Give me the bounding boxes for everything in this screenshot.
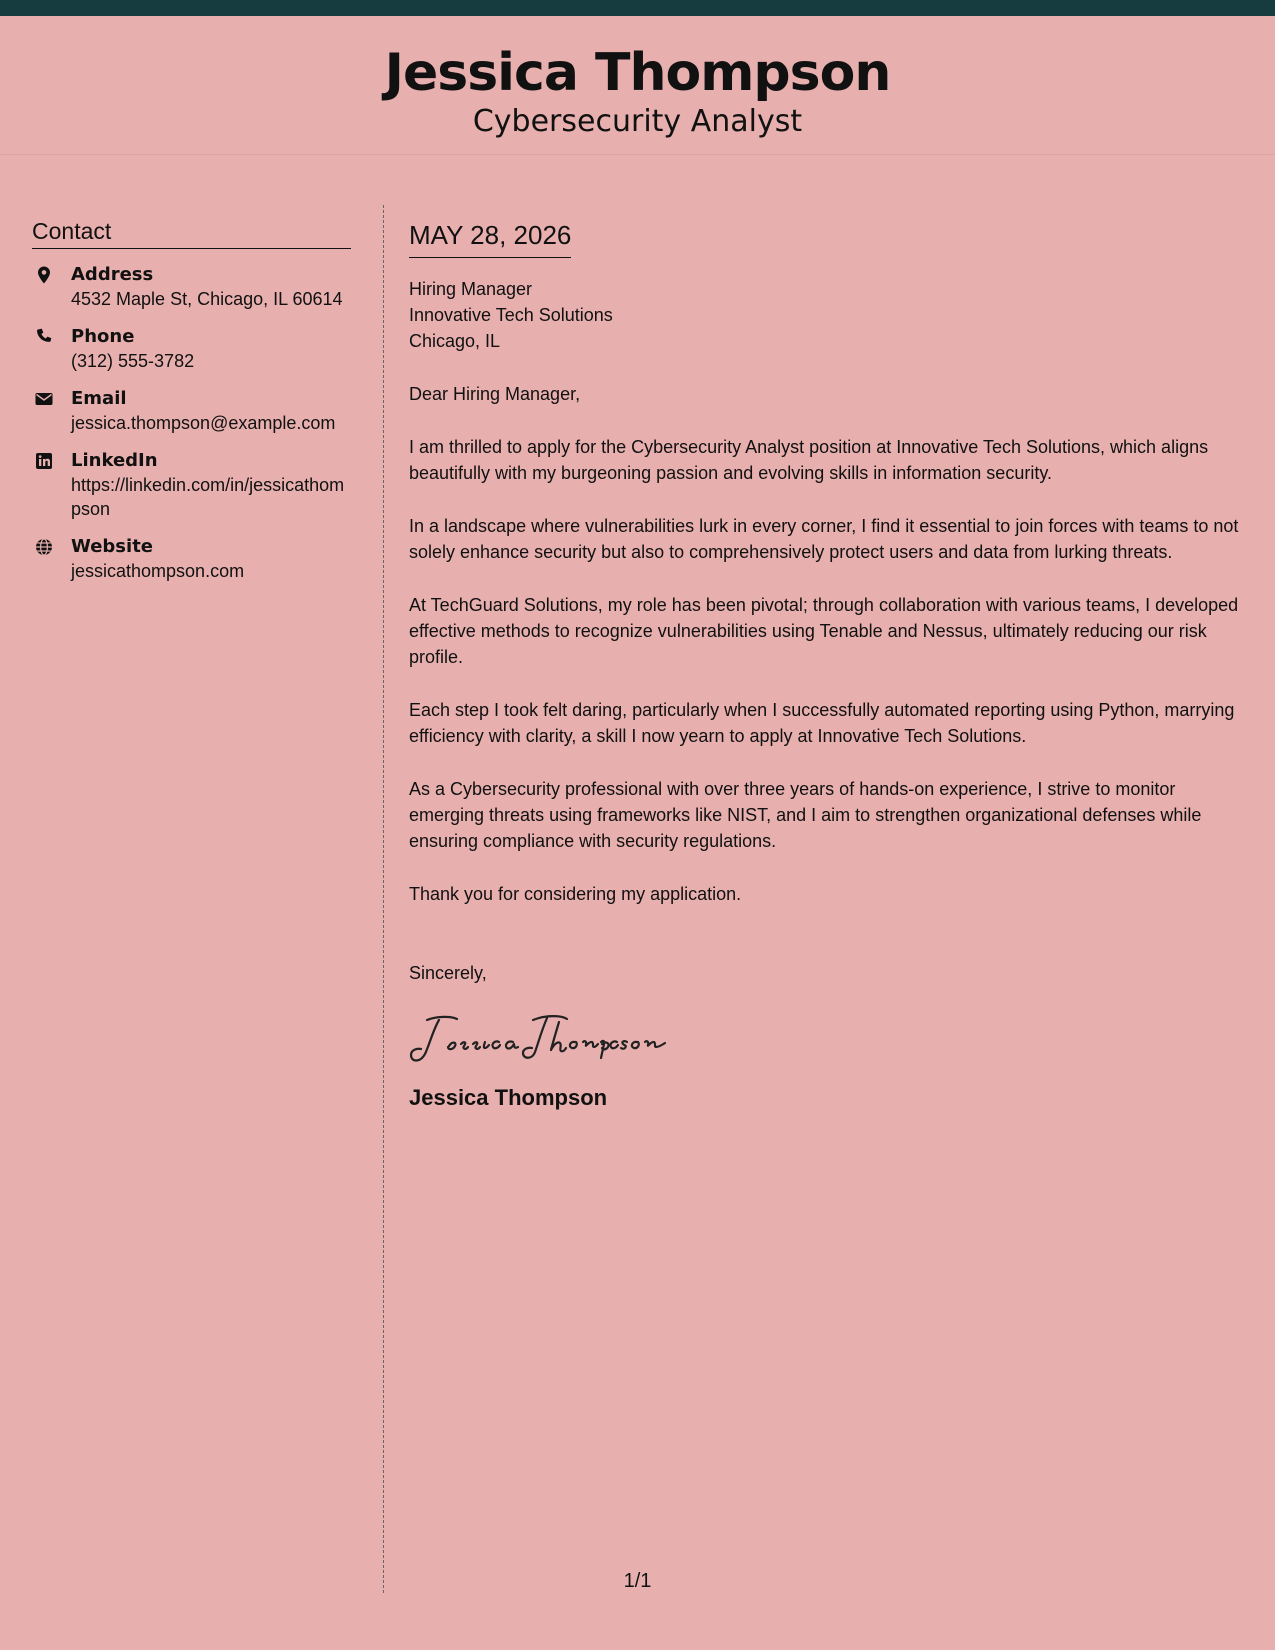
cover-letter bbox=[409, 220, 1254, 1111]
column-divider bbox=[383, 205, 384, 1593]
contact-value: 4532 Maple St, Chicago, IL 60614 bbox=[71, 289, 343, 309]
contact-email bbox=[32, 387, 351, 435]
contact-sidebar bbox=[32, 218, 351, 583]
contact-label: Website bbox=[71, 536, 154, 557]
contact-website bbox=[32, 535, 351, 583]
recipient-block bbox=[409, 276, 1254, 354]
letter-paragraph: As a Cybersecurity professional with over three years of hands-on experience, I strive to monitor emerging threats using frameworks like NIST, and I aim to strengthen organizational defenses while ensuring compliance with security regulations. bbox=[409, 779, 1202, 851]
globe-icon bbox=[34, 537, 54, 557]
applicant-name: Jessica Thompson bbox=[384, 43, 891, 103]
recipient-line: Chicago, IL bbox=[409, 331, 501, 351]
closing: Sincerely, bbox=[409, 963, 487, 983]
top-bar bbox=[0, 0, 1275, 16]
map-pin-icon bbox=[34, 265, 54, 285]
salutation: Dear Hiring Manager, bbox=[409, 384, 581, 404]
resume-header bbox=[0, 16, 1275, 155]
page-number: 1/1 bbox=[623, 1570, 652, 1592]
signature bbox=[409, 1008, 679, 1068]
signed-name: Jessica Thompson bbox=[409, 1085, 608, 1110]
letter-paragraph: At TechGuard Solutions, my role has been pivotal; through collaboration with various teams, I developed effective methods to recognize vulnerabilities using Tenable and Nessus, ultimately reducing our risk profile. bbox=[409, 595, 1239, 667]
letter-paragraph: I am thrilled to apply for the Cybersecurity Analyst position at Innovative Tech Solutions, which aligns beautifully with my burgeoning passion and evolving skills in information security. bbox=[409, 437, 1209, 483]
contact-label: Address bbox=[71, 264, 154, 285]
contact-linkedin bbox=[32, 449, 351, 521]
linkedin-icon bbox=[34, 451, 54, 471]
phone-icon bbox=[34, 327, 54, 347]
contact-value: https://linkedin.com/in/jessicathompson bbox=[71, 475, 345, 519]
letter-paragraph: Thank you for considering my application. bbox=[409, 884, 742, 904]
contact-value: jessica.thompson@example.com bbox=[71, 413, 336, 433]
contact-value: (312) 555-3782 bbox=[71, 351, 195, 371]
envelope-icon bbox=[34, 389, 54, 409]
contact-phone bbox=[32, 325, 351, 373]
recipient-line: Innovative Tech Solutions bbox=[409, 305, 613, 325]
contact-label: Phone bbox=[71, 326, 135, 347]
letter-date: MAY 28, 2026 bbox=[409, 220, 571, 258]
contact-label: LinkedIn bbox=[71, 450, 158, 471]
letter-paragraph: Each step I took felt daring, particularly when I successfully automated reporting using Python, marrying efficiency with clarity, a skill I now yearn to apply at Innovative Tech Solutions. bbox=[409, 700, 1235, 746]
contact-value: jessicathompson.com bbox=[71, 561, 245, 581]
job-title: Cybersecurity Analyst bbox=[472, 104, 803, 139]
contact-address bbox=[32, 263, 351, 311]
letter-paragraph: In a landscape where vulnerabilities lurk in every corner, I find it essential to join forces with teams to not solely enhance security but also to comprehensively protect users and data from lurking threats. bbox=[409, 516, 1239, 562]
contact-label: Email bbox=[71, 388, 127, 409]
recipient-line: Hiring Manager bbox=[409, 279, 533, 299]
contact-heading: Contact bbox=[32, 218, 351, 249]
